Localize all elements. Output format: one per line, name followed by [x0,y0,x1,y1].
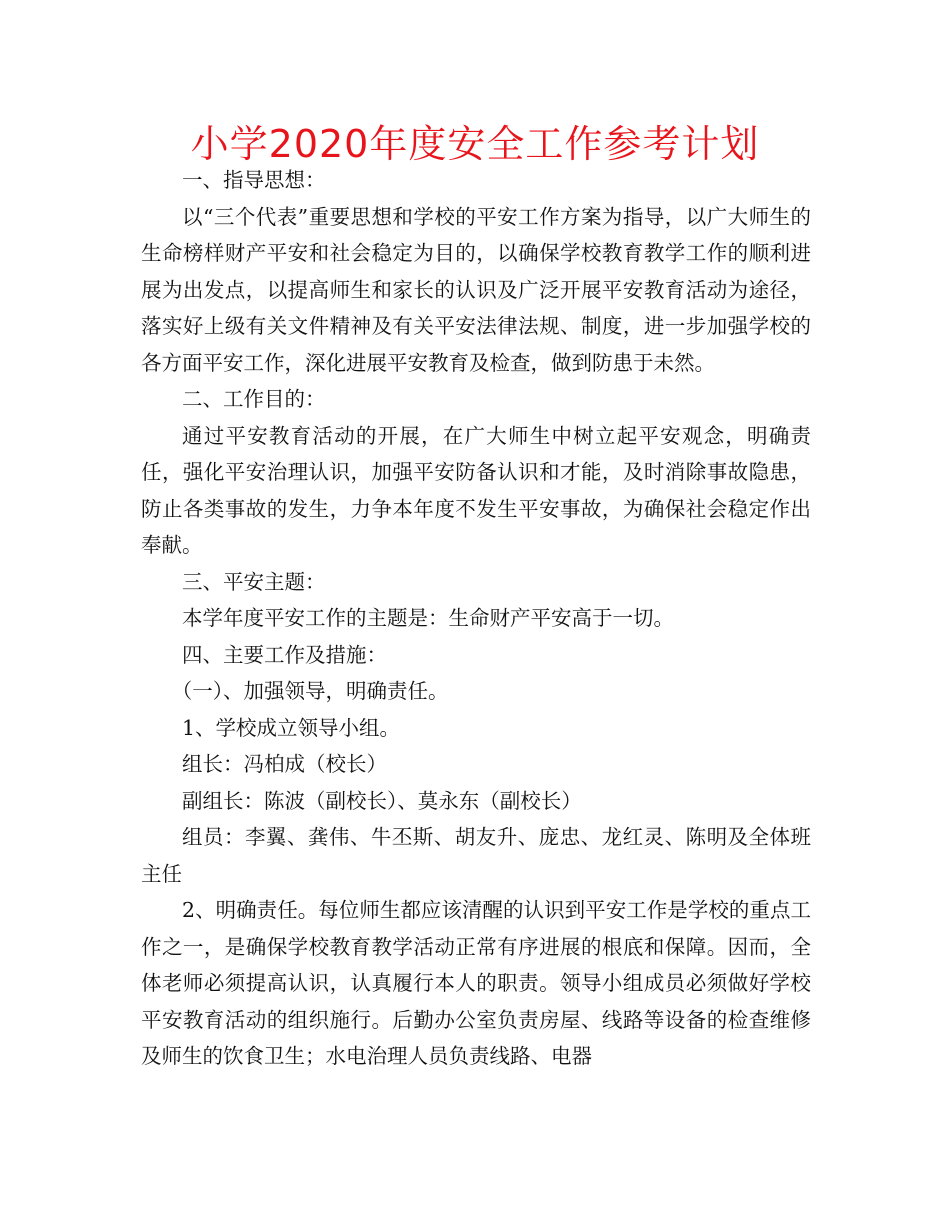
paragraph-responsibility: 2、明确责任。每位师生都应该清醒的认识到平安工作是学校的重点工作之一，是确保学校教育教学活动正常有序进展的根底和保障。因而，全体老师必须提高认识，认真履行本人的职责。领导小组成员必须做好学校平安教育活动的组织施行。后勤办公室负责房屋、线路等设备的检查维修及师生的饮食卫生；水电治理人员负责线路、电器 [141,898,811,1068]
item-group-members: 组员：李翼、龚伟、牛丕斯、胡友升、庞忠、龙红灵、陈明及全体班主任 [141,825,811,886]
item-group-leader: 组长：冯柏成（校长） [182,752,387,776]
paragraph-guiding-ideology: 以“三个代表”重要思想和学校的平安工作方案为指导，以广大师生的生命榜样财产平安和社会稳定为目的，以确保学校教育教学工作的顺利进展为出发点，以提高师生和家长的认识及广泛开展平安教育活动为途径，落实好上级有关文件精神及有关平安法律法规、制度，进一步加强学校的各方面平安工作，深化进展平安教育及检查，做到防患于未然。 [141,204,811,375]
heading-safety-theme: 三、平安主题： [182,569,326,594]
item-deputy-leaders: 副组长：陈波（副校长）、莫永东（副校长） [182,788,582,813]
heading-work-goal: 二、工作目的： [182,387,326,411]
item-leadership-group: 1、学校成立领导小组。 [182,715,401,740]
subheading-leadership: （一）、加强领导，明确责任。 [171,679,449,703]
document-body [141,162,811,1075]
paragraph-safety-theme: 本学年度平安工作的主题是：生命财产平安高于一切。 [182,606,674,630]
heading-guiding-ideology: 一、指导思想： [182,168,326,192]
heading-main-work: 四、主要工作及措施： [182,642,387,667]
document-title: 小学2020年度安全工作参考计划 [190,122,760,166]
paragraph-work-goal: 通过平安教育活动的开展，在广大师生中树立起平安观念，明确责任，强化平安治理认识，加强平安防备认识和才能，及时消除事故隐患，防止各类事故的发生，力争本年度不发生平安事故，为确保社会稳定作出奉献。 [141,423,811,557]
